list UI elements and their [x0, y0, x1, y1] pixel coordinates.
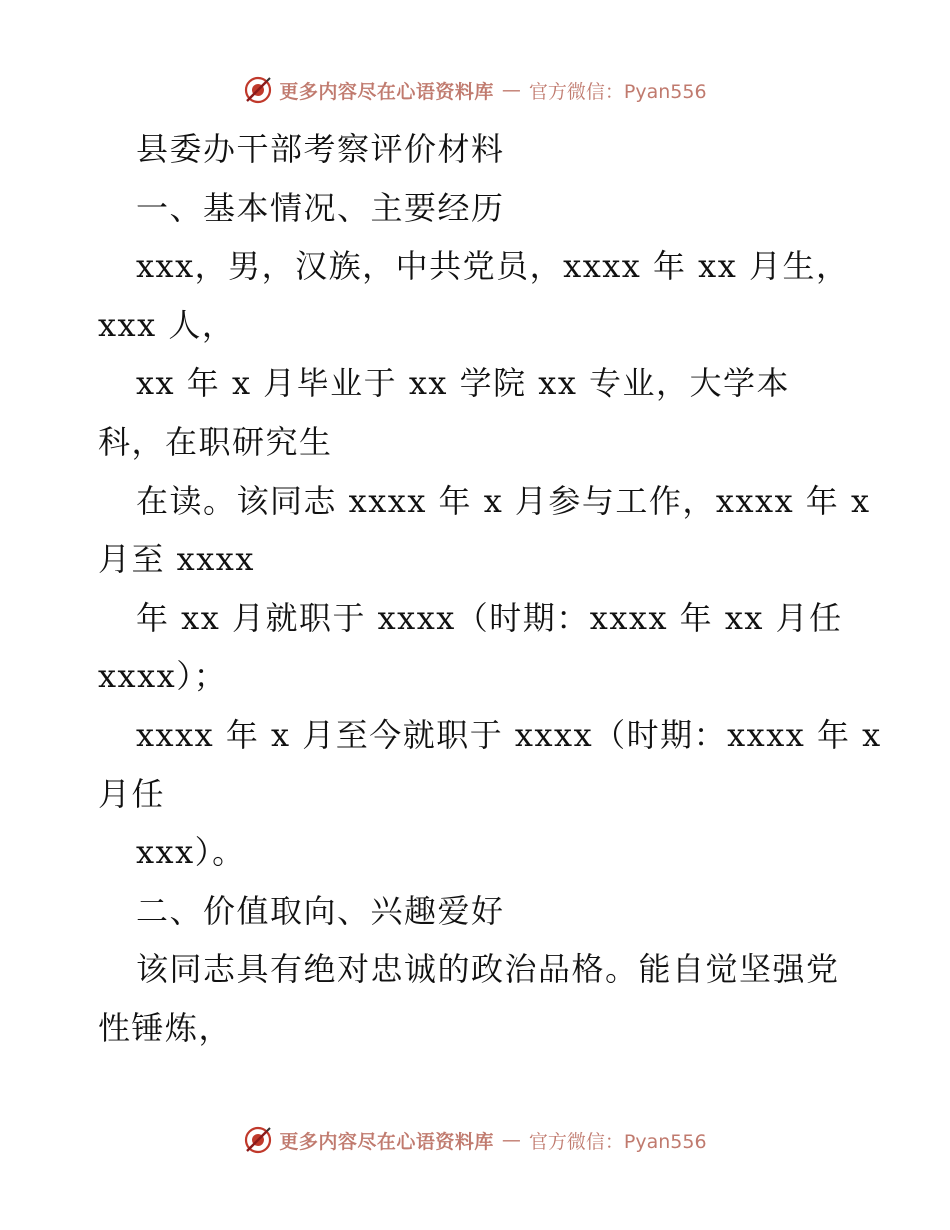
watermark-wechat: 官方微信：Pyan556	[528, 1130, 707, 1153]
paragraph-line: xxx）。	[136, 833, 246, 872]
paragraph-line: 年 xx 月就职于 xxxx（时期：xxxx 年 xx 月任	[136, 598, 843, 637]
document-title: 县委办干部考察评价材料	[136, 130, 505, 168]
watermark-separator: —	[501, 79, 521, 101]
paragraph-line: 该同志具有绝对忠诚的政治品格。能自觉坚强党	[136, 950, 840, 989]
paragraph-line: xxxx 年 x 月至今就职于 xxxx（时期：xxxx 年 x	[136, 715, 882, 754]
section-heading: 一、基本情况、主要经历	[136, 188, 505, 227]
paragraph-line: xxxx）；	[98, 657, 228, 696]
watermark-wechat: 官方微信：Pyan556	[528, 80, 707, 103]
paragraph-line: xxx，男，汉族，中共党员，xxxx 年 xx 月生，	[136, 247, 850, 286]
pen-logo-icon	[243, 75, 273, 105]
section-heading: 二、价值取向、兴趣爱好	[136, 891, 505, 930]
paragraph-line: 性锤炼，	[98, 1008, 233, 1047]
footer-watermark	[0, 1120, 950, 1160]
header-watermark	[0, 70, 950, 110]
watermark-text: 更多内容尽在心语资料库	[279, 80, 494, 103]
paragraph-line: xx 年 x 月毕业于 xx 学院 xx 专业，大学本	[136, 364, 791, 403]
watermark-text: 更多内容尽在心语资料库	[279, 1130, 494, 1153]
pen-logo-icon	[243, 1125, 273, 1155]
document-body	[98, 120, 882, 1058]
paragraph-line: 月任	[98, 774, 166, 813]
watermark-separator: —	[501, 1129, 521, 1151]
paragraph-line: 在读。该同志 xxxx 年 x 月参与工作，xxxx 年 x	[136, 481, 871, 520]
paragraph-line: 月至 xxxx	[98, 540, 255, 579]
paragraph-line: 科，在职研究生	[98, 422, 333, 461]
paragraph-line: xxx 人，	[98, 305, 236, 344]
